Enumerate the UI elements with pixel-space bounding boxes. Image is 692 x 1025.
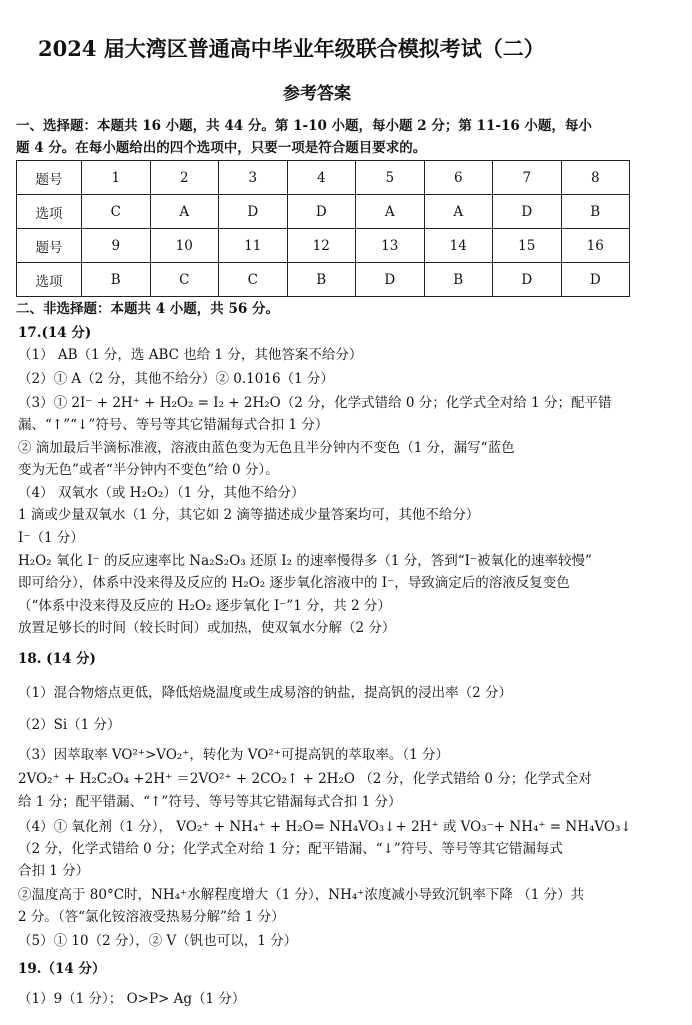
table-cell: D — [356, 263, 425, 297]
page-title: 2024 届大湾区普通高中毕业年级联合模拟考试（二） — [38, 36, 545, 61]
answer-line: （1）9（1 分）； O>P> Ag（1 分） — [18, 991, 246, 1007]
answer-line: （3）因萃取率 VO²⁺>VO₂⁺，转化为 VO²⁺可提高钒的萃取率。（1 分） — [18, 747, 449, 763]
table-cell: A — [356, 195, 425, 229]
answer-line: （3）① 2I⁻ + 2H⁺ + H₂O₂ = I₂ + 2H₂O（2 分，化学式错给 0 分；化学式全对给 1 分；配平错 — [18, 395, 612, 411]
table-cell: 选项 — [17, 263, 82, 297]
answer-line: 漏、“↑”“↓”符号、等号等其它错漏每式合扣 1 分） — [18, 417, 329, 433]
table-cell: 题号 — [17, 229, 82, 263]
answer-line: 给 1 分；配平错漏、“↑”符号、等号等其它错漏每式合扣 1 分） — [18, 794, 402, 810]
table-cell: 6 — [424, 161, 493, 195]
table-cell: D — [561, 263, 630, 297]
table-cell: D — [493, 263, 562, 297]
answer-line: （4）① 氧化剂（1 分）， VO₂⁺ + NH₄⁺ + H₂O= NH₄VO₃↓+ 2H⁺ 或 VO₃⁻+ NH₄⁺ = NH₄VO₃↓ — [18, 819, 632, 835]
answer-line: （2）Si（1 分） — [18, 717, 121, 733]
question-18-heading: 18. (14 分) — [18, 651, 96, 667]
table-row — [17, 161, 630, 195]
table-cell: B — [424, 263, 493, 297]
table-cell: 10 — [150, 229, 219, 263]
table-cell: 15 — [493, 229, 562, 263]
table-cell: 9 — [82, 229, 151, 263]
table-cell: 题号 — [17, 161, 82, 195]
table-cell: B — [287, 263, 356, 297]
table-cell: 1 — [82, 161, 151, 195]
answer-line: I⁻（1 分） — [18, 530, 84, 546]
table-row — [17, 229, 630, 263]
table-cell: A — [424, 195, 493, 229]
table-cell: A — [150, 195, 219, 229]
answer-line: 变为无色”或者“半分钟内不变色”给 0 分）。 — [18, 462, 279, 478]
table-cell: B — [82, 263, 151, 297]
table-row — [17, 195, 630, 229]
table-cell: 2 — [150, 161, 219, 195]
table-cell: 11 — [219, 229, 288, 263]
question-19-heading: 19.（14 分） — [18, 961, 106, 977]
answer-line: （2）① A（2 分，其他不给分）② 0.1016（1 分） — [18, 371, 334, 387]
question-17-heading: 17.(14 分) — [18, 325, 92, 341]
table-cell: C — [150, 263, 219, 297]
answer-line: （“体系中没来得及反应的 H₂O₂ 逐步氧化 I⁻”1 分，共 2 分） — [18, 598, 391, 614]
answer-line: ②温度高于 80°C时，NH₄⁺水解程度增大（1 分），NH₄⁺浓度减小导致沉钒率下降 （1 分）共 — [18, 887, 585, 903]
section-2-heading: 二、非选择题：本题共 4 小题，共 56 分。 — [16, 301, 279, 317]
table-cell: 3 — [219, 161, 288, 195]
section-1-heading: 一、选择题：本题共 16 小题，共 44 分。第 1-10 小题，每小题 2 分；第 11-16 小题，每小 — [16, 118, 592, 134]
answer-line: 1 滴或少量双氧水（1 分，其它如 2 滴等描述成少量答案均可，其他不给分） — [18, 507, 480, 523]
table-cell: C — [219, 263, 288, 297]
answer-line: （4） 双氧水（或 H₂O₂）（1 分，其他不给分） — [18, 485, 305, 501]
table-cell: 5 — [356, 161, 425, 195]
answer-line: 2VO₂⁺ + H₂C₂O₄ +2H⁺ ＝2VO²⁺ + 2CO₂↑ + 2H₂O （2 分，化学式错给 0 分；化学式全对 — [18, 771, 592, 787]
section-1-heading-cont: 题 4 分。在每小题给出的四个选项中，只要一项是符合题目要求的。 — [16, 140, 427, 156]
table-cell: 14 — [424, 229, 493, 263]
table-cell: 13 — [356, 229, 425, 263]
table-cell: 12 — [287, 229, 356, 263]
answer-line: （1）混合物熔点更低，降低焙烧温度或生成易溶的钠盐，提高钒的浸出率（2 分） — [18, 685, 512, 701]
answer-line: （5）① 10（2 分），② V（钒也可以，1 分） — [18, 933, 298, 949]
table-cell: B — [561, 195, 630, 229]
table-cell: D — [287, 195, 356, 229]
answer-line: 放置足够长的时间（较长时间）或加热，使双氧水分解（2 分） — [18, 620, 396, 636]
answer-key-heading: 参考答案 — [283, 84, 351, 104]
answer-line: 即可给分），体系中没来得及反应的 H₂O₂ 逐步氧化溶液中的 I⁻，导致滴定后的溶液反复变色 — [18, 575, 570, 591]
table-row — [17, 263, 630, 297]
table-cell: 7 — [493, 161, 562, 195]
answer-line: （1） AB（1 分，选 ABC 也给 1 分，其他答案不给分） — [18, 347, 363, 363]
answer-line: H₂O₂ 氧化 I⁻ 的反应速率比 Na₂S₂O₃ 还原 I₂ 的速率慢得多（1 分，答到“I⁻被氧化的速率较慢” — [18, 553, 592, 569]
table-cell: 选项 — [17, 195, 82, 229]
answer-table — [16, 160, 630, 297]
table-cell: C — [82, 195, 151, 229]
table-cell: 8 — [561, 161, 630, 195]
answer-line: （2 分，化学式错给 0 分；化学式全对给 1 分；配平错漏、“↓”符号、等号等其它错漏每式 — [18, 841, 563, 857]
table-cell: 16 — [561, 229, 630, 263]
table-cell: 4 — [287, 161, 356, 195]
answer-line: 合扣 1 分） — [18, 863, 90, 879]
table-cell: D — [493, 195, 562, 229]
table-cell: D — [219, 195, 288, 229]
answer-line: ② 滴加最后半滴标准液，溶液由蓝色变为无色且半分钟内不变色（1 分，漏写“蓝色 — [18, 440, 515, 456]
answer-line: 2 分。（答“氯化铵溶液受热易分解”给 1 分） — [18, 909, 285, 925]
